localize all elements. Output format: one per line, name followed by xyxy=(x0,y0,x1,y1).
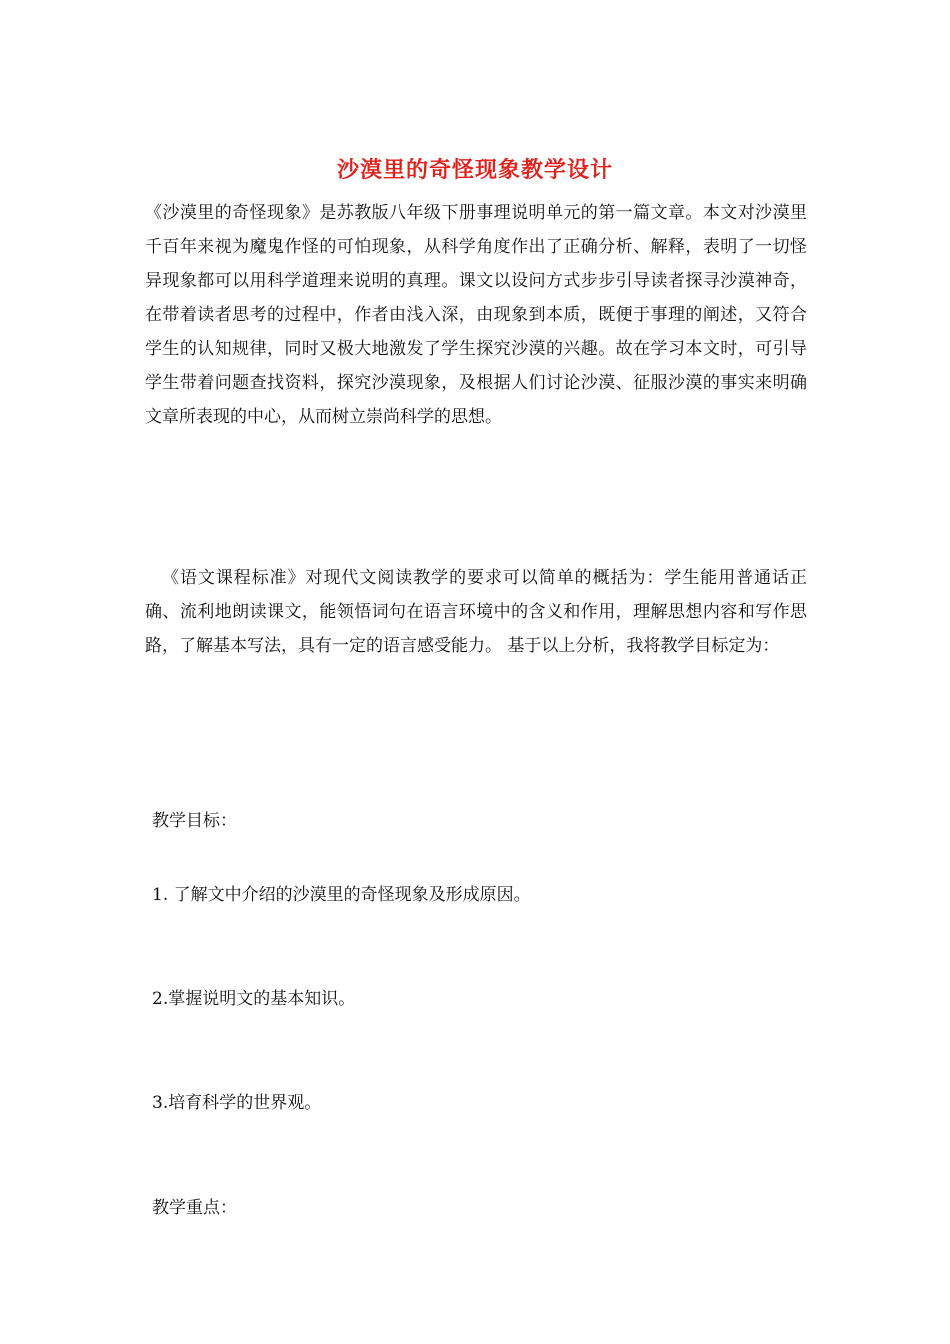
goal-item-3: 3.培育科学的世界观。 xyxy=(152,1093,322,1113)
goals-heading: 教学目标： xyxy=(152,811,237,831)
document-title: 沙漠里的奇怪现象教学设计 xyxy=(336,157,613,183)
intro-paragraph: 《沙漠里的奇怪现象》是苏教版八年级下册事理说明单元的第一篇文章。本文对沙漠里千百年来视为魔鬼作怪的可怕现象，从科学角度作出了正确分析、解释，表明了一切怪异现象都可以用科学道理来说明的真理。课文以设问方式步步引导读者探寻沙漠神奇，在带着读者思考的过程中，作者由浅入深，由现象到本质，既便于事理的阐述，又符合学生的认知规律，同时又极大地激发了学生探究沙漠的兴趣。故在学习本文时，可引导学生带着问题查找资料，探究沙漠现象，及根据人们讨论沙漠、征服沙漠的事实来明确文章所表现的中心，从而树立崇尚科学的思想。 xyxy=(145,203,807,427)
standards-paragraph: 《语文课程标准》对现代文阅读教学的要求可以简单的概括为：学生能用普通话正确、流利地朗读课文，能领悟词句在语言环境中的含义和作用，理解思想内容和写作思路，了解基本写法，具有一定的语言感受能力。 基于以上分析，我将教学目标定为： xyxy=(145,568,807,656)
focus-heading: 教学重点： xyxy=(152,1198,237,1218)
goal-item-1: 1. 了解文中介绍的沙漠里的奇怪现象及形成原因。 xyxy=(152,885,531,905)
goal-item-2: 2.掌握说明文的基本知识。 xyxy=(152,989,356,1009)
